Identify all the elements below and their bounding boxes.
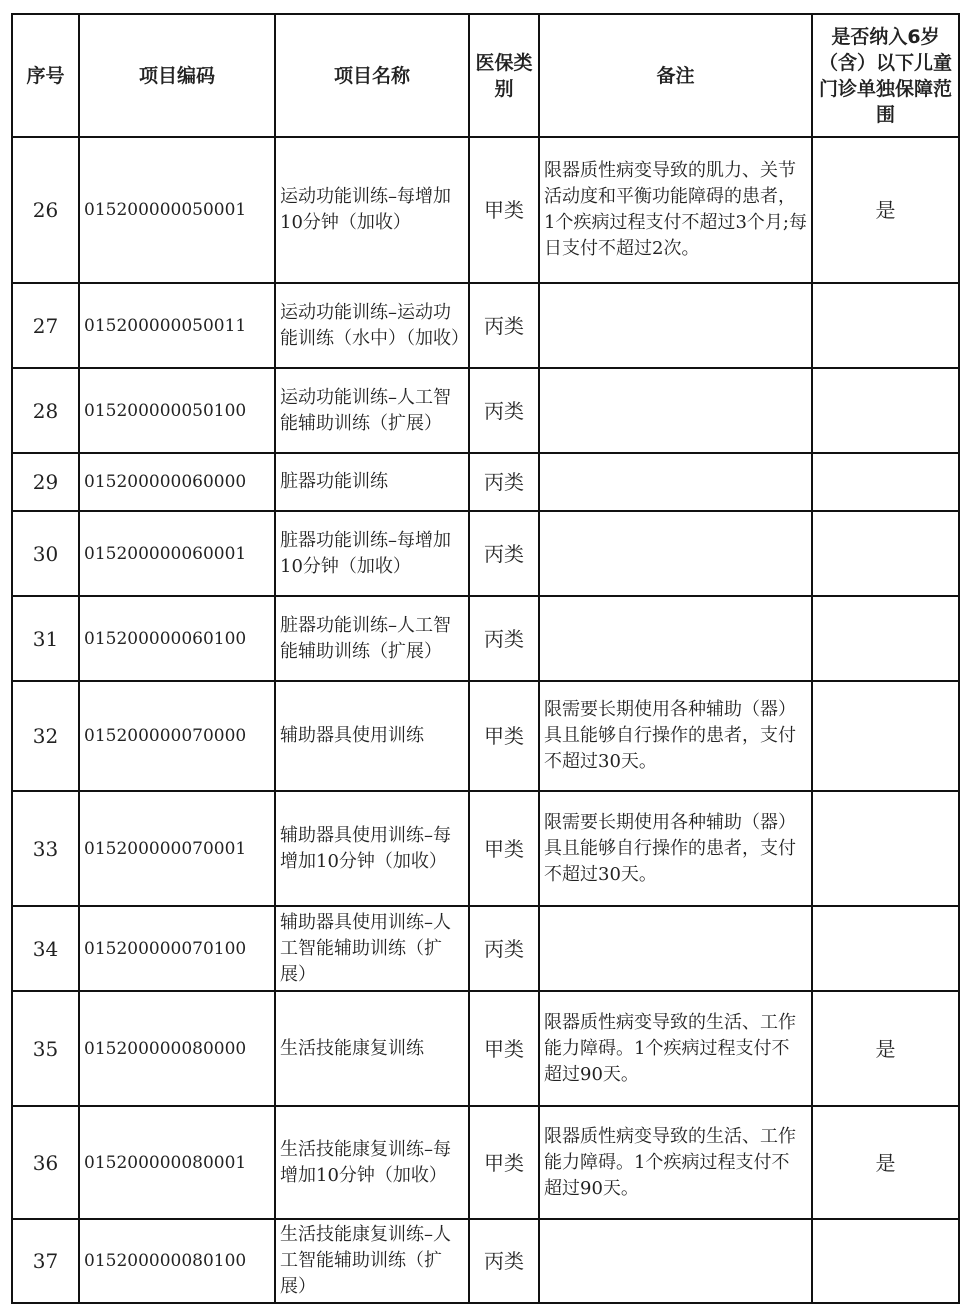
header-category: 医保类别	[469, 14, 539, 137]
insurance-category: 甲类	[469, 991, 539, 1106]
insurance-category: 丙类	[469, 1219, 539, 1303]
insurance-category: 丙类	[469, 906, 539, 991]
remark	[539, 596, 812, 681]
row-number: 36	[12, 1106, 79, 1219]
table-row	[12, 137, 959, 283]
child-coverage	[812, 1219, 959, 1303]
remark: 限需要长期使用各种辅助（器）具且能够自行操作的患者，支付不超过30天。	[539, 681, 812, 791]
item-code: 015200000050001	[79, 137, 275, 283]
table-row	[12, 681, 959, 791]
header-row	[12, 14, 959, 137]
item-name: 辅助器具使用训练–每增加10分钟（加收）	[275, 791, 469, 906]
remark: 限器质性病变导致的生活、工作能力障碍。1个疾病过程支付不超过90天。	[539, 1106, 812, 1219]
child-coverage	[812, 283, 959, 368]
child-coverage: 是	[812, 991, 959, 1106]
table-row	[12, 791, 959, 906]
row-number: 34	[12, 906, 79, 991]
child-coverage	[812, 906, 959, 991]
child-coverage	[812, 368, 959, 453]
item-name: 生活技能康复训练	[275, 991, 469, 1106]
remark	[539, 511, 812, 596]
child-coverage	[812, 596, 959, 681]
item-code: 015200000080100	[79, 1219, 275, 1303]
child-coverage	[812, 791, 959, 906]
insurance-category: 丙类	[469, 453, 539, 511]
child-coverage	[812, 453, 959, 511]
row-number: 32	[12, 681, 79, 791]
remark: 限器质性病变导致的肌力、关节活动度和平衡功能障碍的患者，1个疾病过程支付不超过3个月;每日支付不超过2次。	[539, 137, 812, 283]
table-row	[12, 453, 959, 511]
row-number: 30	[12, 511, 79, 596]
item-name: 运动功能训练–人工智能辅助训练（扩展）	[275, 368, 469, 453]
item-name: 辅助器具使用训练	[275, 681, 469, 791]
item-name: 生活技能康复训练–每增加10分钟（加收）	[275, 1106, 469, 1219]
table-row	[12, 906, 959, 991]
header-no: 序号	[12, 14, 79, 137]
row-number: 35	[12, 991, 79, 1106]
table-row	[12, 991, 959, 1106]
remark	[539, 368, 812, 453]
item-code: 015200000080001	[79, 1106, 275, 1219]
row-number: 27	[12, 283, 79, 368]
table-row	[12, 368, 959, 453]
remark	[539, 453, 812, 511]
insurance-category: 甲类	[469, 1106, 539, 1219]
item-name: 脏器功能训练–人工智能辅助训练（扩展）	[275, 596, 469, 681]
row-number: 31	[12, 596, 79, 681]
child-coverage	[812, 511, 959, 596]
item-code: 015200000060100	[79, 596, 275, 681]
insurance-category: 丙类	[469, 368, 539, 453]
row-number: 28	[12, 368, 79, 453]
item-name: 运动功能训练–运动功能训练（水中）（加收）	[275, 283, 469, 368]
row-number: 29	[12, 453, 79, 511]
item-code: 015200000070001	[79, 791, 275, 906]
table-row	[12, 1219, 959, 1303]
remark: 限需要长期使用各种辅助（器）具且能够自行操作的患者，支付不超过30天。	[539, 791, 812, 906]
item-name: 运动功能训练–每增加10分钟（加收）	[275, 137, 469, 283]
remark	[539, 1219, 812, 1303]
header-child-coverage: 是否纳入6岁（含）以下儿童门诊单独保障范围	[812, 14, 959, 137]
row-number: 26	[12, 137, 79, 283]
item-code: 015200000050011	[79, 283, 275, 368]
insurance-category: 丙类	[469, 283, 539, 368]
header-code: 项目编码	[79, 14, 275, 137]
row-number: 33	[12, 791, 79, 906]
medical-items-table	[11, 13, 960, 1304]
item-code: 015200000070100	[79, 906, 275, 991]
item-code: 015200000060000	[79, 453, 275, 511]
remark	[539, 906, 812, 991]
row-number: 37	[12, 1219, 79, 1303]
child-coverage: 是	[812, 137, 959, 283]
item-code: 015200000070000	[79, 681, 275, 791]
remark	[539, 283, 812, 368]
item-code: 015200000060001	[79, 511, 275, 596]
item-name: 生活技能康复训练–人工智能辅助训练（扩展）	[275, 1219, 469, 1303]
child-coverage: 是	[812, 1106, 959, 1219]
table-row	[12, 511, 959, 596]
insurance-category: 甲类	[469, 791, 539, 906]
item-code: 015200000080000	[79, 991, 275, 1106]
item-name: 脏器功能训练–每增加10分钟（加收）	[275, 511, 469, 596]
table-row	[12, 596, 959, 681]
insurance-category: 甲类	[469, 681, 539, 791]
item-name: 脏器功能训练	[275, 453, 469, 511]
child-coverage	[812, 681, 959, 791]
table-row	[12, 283, 959, 368]
table-row	[12, 1106, 959, 1219]
header-name: 项目名称	[275, 14, 469, 137]
header-note: 备注	[539, 14, 812, 137]
item-name: 辅助器具使用训练–人工智能辅助训练（扩展）	[275, 906, 469, 991]
remark: 限器质性病变导致的生活、工作能力障碍。1个疾病过程支付不超过90天。	[539, 991, 812, 1106]
insurance-category: 丙类	[469, 596, 539, 681]
insurance-category: 甲类	[469, 137, 539, 283]
insurance-category: 丙类	[469, 511, 539, 596]
item-code: 015200000050100	[79, 368, 275, 453]
